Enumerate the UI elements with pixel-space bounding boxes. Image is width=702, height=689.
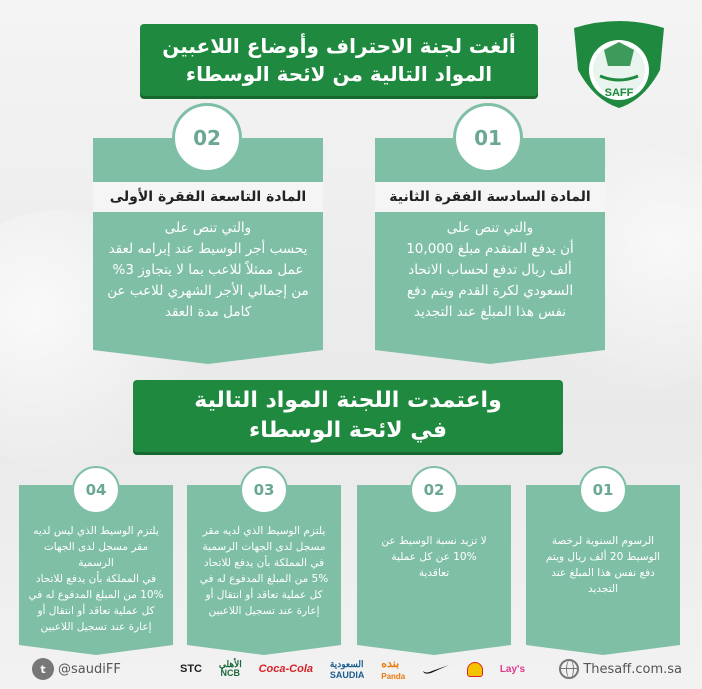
card-line: 5% من المبلغ المدفوع له في [199, 573, 329, 585]
sponsor-logos [180, 655, 525, 683]
card-body [532, 533, 674, 597]
saff-emblem-icon [564, 20, 674, 110]
card-line: السعودي لكرة القدم ويتم دفع [406, 283, 574, 299]
card-line: يحسب أجر الوسيط عند إبرامه لعقد [108, 241, 308, 257]
number-badge-approved-1: 01 [579, 466, 627, 514]
card-line: كل عملية تعاقد أو انتقال أو [37, 605, 155, 617]
card-line: مقر مسجل لدى الجهات الرسمية [43, 541, 149, 569]
saudia-logo [330, 659, 365, 680]
card-line: مسجل لدى الجهات الرسمية [202, 541, 326, 553]
title-line-1: ألغت لجنة الاحتراف وأوضاع اللاعبين [162, 34, 516, 58]
card-line: في المملكة بأن يدفع للاتحاد [203, 557, 325, 569]
website-url: Thesaff.com.sa [583, 661, 682, 677]
title-banner [140, 24, 538, 96]
card-line: التجديد [587, 583, 618, 595]
card-line: نفس هذا المبلغ عند التجديد [413, 304, 567, 320]
card-line: يلتزم الوسيط الذي ليس لديه [33, 525, 159, 537]
ncb-logo-arabic: الأهلي [218, 659, 242, 669]
card-line: والتي تنص على [446, 220, 534, 236]
card-line: 10% من المبلغ المدفوع له في [28, 589, 164, 601]
saff-logo-text: SAFF [604, 87, 634, 99]
card-line: الرسوم السنوية لرخصة [551, 535, 655, 547]
twitter-icon: t [32, 658, 54, 680]
card-heading: المادة التاسعة الفقرة الأولى [109, 189, 307, 205]
card-body [193, 523, 335, 619]
card-line: والتي تنص على [164, 220, 252, 236]
saudia-logo-arabic: السعودية [329, 658, 364, 669]
ncb-logo-latin: NCB [220, 668, 241, 678]
number-badge-cancelled-1: 01 [453, 103, 523, 173]
card-line: من إجمالي الأجر الشهري للاعب عن [107, 283, 309, 299]
approved-line-2: في لائحة الوسطاء [249, 418, 447, 443]
coca-cola-logo: Coca-Cola [258, 663, 313, 675]
nike-swoosh-icon [422, 664, 450, 674]
card-line: الوسيط 20 ألف ريال ويتم [545, 551, 661, 563]
panda-logo [381, 657, 405, 682]
number-badge-approved-3: 03 [240, 466, 288, 514]
approved-line-1: واعتمدت اللجنة المواد التالية [194, 388, 502, 413]
card-line: كل عملية تعاقد أو انتقال أو [205, 589, 323, 601]
stc-logo: STC [180, 663, 202, 675]
shell-logo-icon [467, 662, 483, 677]
card-line: أن يدفع المتقدم مبلغ 10,000 [406, 241, 574, 257]
website-link[interactable] [559, 652, 682, 686]
card-line: في المملكة بأن يدفع للاتحاد [35, 573, 157, 585]
number-badge-cancelled-2: 02 [172, 103, 242, 173]
lays-logo: Lay's [499, 663, 525, 675]
globe-icon [559, 659, 579, 679]
card-pointer [187, 645, 341, 655]
card-heading: المادة السادسة الفقرة الثانية [389, 189, 591, 205]
saudia-logo-latin: SAUDIA [329, 669, 365, 680]
approved-banner [133, 380, 563, 452]
card-body [105, 218, 311, 323]
ncb-logo [219, 660, 242, 678]
number-badge-approved-4: 04 [72, 466, 120, 514]
card-body [363, 533, 505, 581]
card-line: إعارة عند تسجيل اللاعبين [208, 605, 320, 617]
card-line: إعارة عند تسجيل اللاعبين [40, 621, 152, 633]
card-line: تعاقدية [418, 567, 450, 579]
panda-logo-arabic: بنده [381, 657, 400, 670]
card-line: دفع نفس هذا المبلغ عند [551, 567, 655, 579]
card-line: عمل ممثلاً للاعب بما لا يتجاوز 3% [112, 262, 304, 278]
number-badge-approved-2: 02 [410, 466, 458, 514]
twitter-handle: @saudiFF [58, 661, 121, 677]
card-line: كامل مدة العقد [164, 304, 252, 320]
card-line: يلتزم الوسيط الذي لديه مقر [202, 525, 326, 537]
card-line: 10% عن كل عملية [391, 551, 477, 563]
card-body [25, 523, 167, 635]
twitter-handle-link[interactable] [0, 652, 121, 686]
saff-logo [564, 20, 674, 110]
card-body [387, 218, 593, 323]
panda-logo-latin: Panda [381, 671, 406, 681]
title-line-2: المواد التالية من لائحة الوسطاء [185, 62, 493, 86]
card-line: ألف ريال تدفع لحساب الاتحاد [408, 262, 572, 278]
card-line: لا تزيد نسبة الوسيط عن [381, 535, 487, 547]
card-pointer [357, 645, 511, 655]
